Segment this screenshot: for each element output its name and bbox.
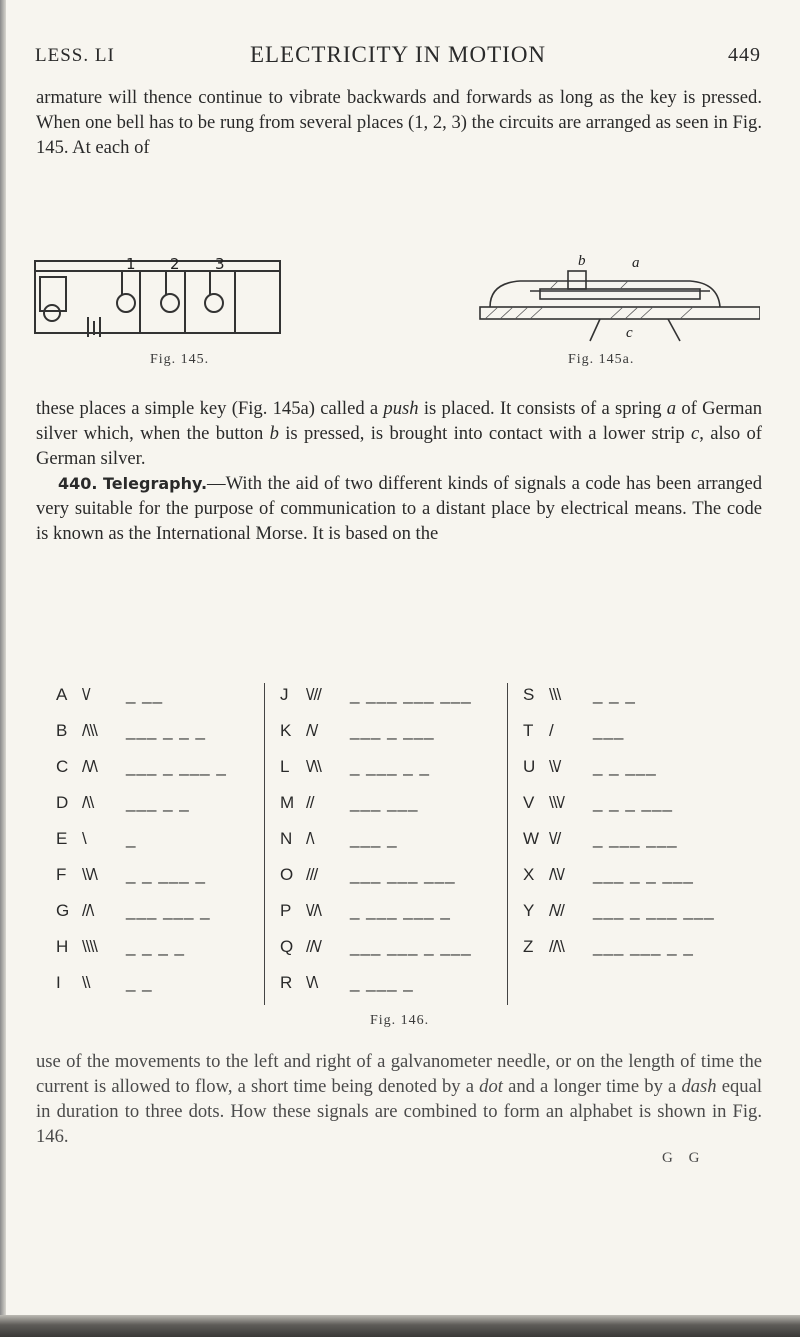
caption-fig-146: Fig. 146. bbox=[370, 1013, 430, 1028]
paragraph-galvanometer bbox=[36, 1049, 762, 1149]
morse-row-u bbox=[523, 757, 657, 783]
page-edge-shadow bbox=[0, 0, 6, 1337]
push-text-5: , also of German silver. bbox=[36, 423, 762, 469]
push-c: c bbox=[690, 423, 700, 444]
morse-letter: Y bbox=[523, 901, 535, 920]
morse-needle: /\\\ bbox=[82, 721, 97, 740]
caption-fig-145: Fig. 145. bbox=[150, 352, 210, 367]
morse-needle: \//\ bbox=[306, 901, 321, 920]
push-a: a bbox=[666, 398, 677, 419]
fig145-label-2: 2 bbox=[170, 255, 180, 273]
morse-letter: V bbox=[523, 793, 535, 812]
morse-row-w bbox=[523, 829, 678, 855]
term-dot: dot bbox=[479, 1076, 503, 1097]
morse-needle: /\/\ bbox=[82, 757, 97, 776]
morse-letter: Z bbox=[523, 937, 534, 956]
morse-row-e bbox=[56, 829, 136, 855]
morse-row-i bbox=[56, 973, 153, 999]
morse-letter: O bbox=[280, 865, 294, 884]
morse-code: ___ _ ___ bbox=[350, 721, 435, 740]
fig-145-circuit-diagram bbox=[30, 255, 305, 340]
section-number: 440. bbox=[58, 474, 98, 493]
caption-fig-145a: Fig. 145a. bbox=[568, 352, 635, 367]
morse-row-d bbox=[56, 793, 190, 819]
morse-row-c bbox=[56, 757, 227, 783]
morse-needle: \\/\ bbox=[82, 865, 97, 884]
morse-code: _ ___ _ _ bbox=[350, 757, 430, 776]
morse-row-a bbox=[56, 685, 163, 711]
morse-letter: S bbox=[523, 685, 535, 704]
morse-code-table bbox=[36, 683, 771, 1005]
morse-row-z bbox=[523, 937, 694, 963]
morse-row-j bbox=[280, 685, 472, 711]
morse-letter: U bbox=[523, 757, 536, 776]
morse-needle: \\\\ bbox=[82, 937, 97, 956]
morse-code: ___ ___ bbox=[350, 793, 419, 812]
morse-row-m bbox=[280, 793, 418, 819]
morse-code: ___ _ _ bbox=[126, 793, 190, 812]
fig145-label-3: 3 bbox=[215, 255, 225, 273]
morse-letter: G bbox=[56, 901, 70, 920]
push-term: push bbox=[383, 398, 419, 419]
morse-needle: \/ bbox=[82, 685, 90, 704]
galv-text-3: equal in duration to three dots. How these signals are combined to form an alphabet is shown in Fig. 146. bbox=[36, 1076, 762, 1147]
fig145a-label-a: a bbox=[632, 255, 640, 271]
morse-letter: D bbox=[56, 793, 69, 812]
morse-column-3 bbox=[523, 683, 763, 1005]
morse-code: ___ ___ _ bbox=[126, 901, 211, 920]
morse-code: _ bbox=[126, 829, 137, 848]
morse-needle: \/\ bbox=[306, 973, 318, 992]
morse-letter: L bbox=[280, 757, 290, 776]
morse-letter: B bbox=[56, 721, 68, 740]
morse-needle: /\\/ bbox=[549, 865, 564, 884]
morse-column-1 bbox=[56, 683, 256, 1005]
morse-code: ___ _ _ _ bbox=[126, 721, 206, 740]
fig145a-label-c: c bbox=[626, 325, 633, 341]
morse-letter: E bbox=[56, 829, 68, 848]
morse-row-n bbox=[280, 829, 398, 855]
morse-needle: //\\ bbox=[549, 937, 564, 956]
push-b: b bbox=[269, 423, 279, 444]
push-text-2: is placed. It consists of a spring bbox=[418, 398, 667, 419]
morse-needle: /\// bbox=[549, 901, 564, 920]
running-header bbox=[35, 42, 761, 72]
morse-letter: A bbox=[56, 685, 68, 704]
morse-code: _ _ bbox=[126, 973, 153, 992]
morse-row-h bbox=[56, 937, 185, 963]
morse-row-o bbox=[280, 865, 456, 891]
header-title: ELECTRICITY IN MOTION bbox=[249, 42, 547, 67]
morse-code: _ ___ ___ _ bbox=[350, 901, 451, 920]
morse-letter: H bbox=[56, 937, 69, 956]
galv-text-2: and a longer time by a bbox=[502, 1076, 682, 1097]
morse-letter: P bbox=[280, 901, 292, 920]
morse-letter: J bbox=[280, 685, 289, 704]
morse-needle: /\\ bbox=[82, 793, 94, 812]
morse-needle: /\/ bbox=[306, 721, 318, 740]
section-heading: Telegraphy. bbox=[103, 474, 208, 493]
morse-needle: \/// bbox=[306, 685, 321, 704]
morse-code: ___ _ ___ _ bbox=[126, 757, 227, 776]
morse-needle: /// bbox=[306, 865, 318, 884]
galv-text-1: use of the movements to the left and right of a galvanometer needle, or on the length of time the current is allowed to flow, a short time being denoted by a bbox=[36, 1051, 762, 1097]
morse-letter: K bbox=[280, 721, 292, 740]
fig145a-label-b: b bbox=[578, 253, 586, 269]
morse-letter: W bbox=[523, 829, 540, 848]
morse-letter: T bbox=[523, 721, 534, 740]
morse-needle: \ bbox=[82, 829, 86, 848]
morse-code: _ __ bbox=[126, 685, 164, 704]
push-text-4: is pressed, is brought into contact with a lower strip bbox=[278, 423, 691, 444]
morse-code: _ _ ___ _ bbox=[126, 865, 206, 884]
morse-letter: N bbox=[280, 829, 293, 848]
morse-row-f bbox=[56, 865, 206, 891]
morse-code: _ ___ ___ bbox=[593, 829, 678, 848]
morse-row-g bbox=[56, 901, 211, 927]
push-text-1: these places a simple key (Fig. 145a) called a bbox=[36, 398, 384, 419]
printer-signature: G G bbox=[662, 1150, 706, 1166]
page-number: 449 bbox=[728, 44, 761, 66]
morse-row-q bbox=[280, 937, 472, 963]
morse-row-x bbox=[523, 865, 694, 891]
morse-needle: \\\/ bbox=[549, 793, 564, 812]
morse-code: _ _ ___ bbox=[593, 757, 657, 776]
column-divider bbox=[264, 683, 265, 1005]
morse-code: _ _ _ _ bbox=[126, 937, 185, 956]
morse-letter: I bbox=[56, 973, 61, 992]
morse-needle: //\ bbox=[82, 901, 94, 920]
page-bottom-edge bbox=[0, 1315, 800, 1337]
morse-code: _ _ _ ___ bbox=[593, 793, 673, 812]
morse-row-r bbox=[280, 973, 414, 999]
morse-code: _ ___ _ bbox=[350, 973, 414, 992]
term-dash: dash bbox=[681, 1076, 717, 1097]
morse-needle: \\/ bbox=[549, 757, 561, 776]
morse-row-y bbox=[523, 901, 715, 927]
morse-needle: //\/ bbox=[306, 937, 321, 956]
morse-letter: R bbox=[280, 973, 293, 992]
morse-letter: C bbox=[56, 757, 69, 776]
morse-letter: Q bbox=[280, 937, 294, 956]
morse-code: ___ _ _ ___ bbox=[593, 865, 694, 884]
header-section: LESS. LI bbox=[35, 45, 115, 66]
morse-code: ___ _ ___ ___ bbox=[593, 901, 715, 920]
morse-code: ___ ___ _ _ bbox=[593, 937, 694, 956]
morse-row-s bbox=[523, 685, 636, 711]
paragraph-push-and-telegraphy bbox=[36, 396, 762, 546]
fig145-label-1: 1 bbox=[126, 255, 136, 273]
morse-needle: / bbox=[549, 721, 553, 740]
morse-code: ___ ___ ___ bbox=[350, 865, 456, 884]
column-divider bbox=[507, 683, 508, 1005]
morse-column-2 bbox=[280, 683, 500, 1005]
paragraph-armature: armature will thence continue to vibrate backwards and forwards as long as the key is pressed. When one bell has to be rung from several places (1, 2, 3) the circuits are arranged as seen in Fig. 145. At each of bbox=[36, 87, 762, 158]
morse-letter: X bbox=[523, 865, 535, 884]
morse-code: _ ___ ___ ___ bbox=[350, 685, 472, 704]
morse-letter: F bbox=[56, 865, 67, 884]
morse-needle: \/\\ bbox=[306, 757, 321, 776]
push-text-3: of German silver which, when the button bbox=[36, 398, 763, 444]
morse-code: ___ ___ _ ___ bbox=[350, 937, 472, 956]
morse-row-v bbox=[523, 793, 673, 819]
morse-needle: // bbox=[306, 793, 314, 812]
morse-row-l bbox=[280, 757, 430, 783]
morse-code: ___ bbox=[593, 721, 625, 740]
morse-needle: \\ bbox=[82, 973, 90, 992]
morse-row-b bbox=[56, 721, 206, 747]
morse-code: ___ _ bbox=[350, 829, 398, 848]
telegraphy-text: —With the aid of two different kinds of signals a code has been arranged very suitable for the purpose of communication to a distant place by electrical means. The code is known as the International Morse. It is based on the bbox=[36, 473, 763, 544]
fig-145a-push-key bbox=[450, 245, 760, 345]
morse-letter: M bbox=[280, 793, 295, 812]
morse-row-p bbox=[280, 901, 451, 927]
morse-needle: /\ bbox=[306, 829, 314, 848]
morse-row-k bbox=[280, 721, 435, 747]
morse-needle: \// bbox=[549, 829, 561, 848]
morse-code: _ _ _ bbox=[593, 685, 636, 704]
morse-row-t bbox=[523, 721, 624, 747]
morse-needle: \\\ bbox=[549, 685, 561, 704]
